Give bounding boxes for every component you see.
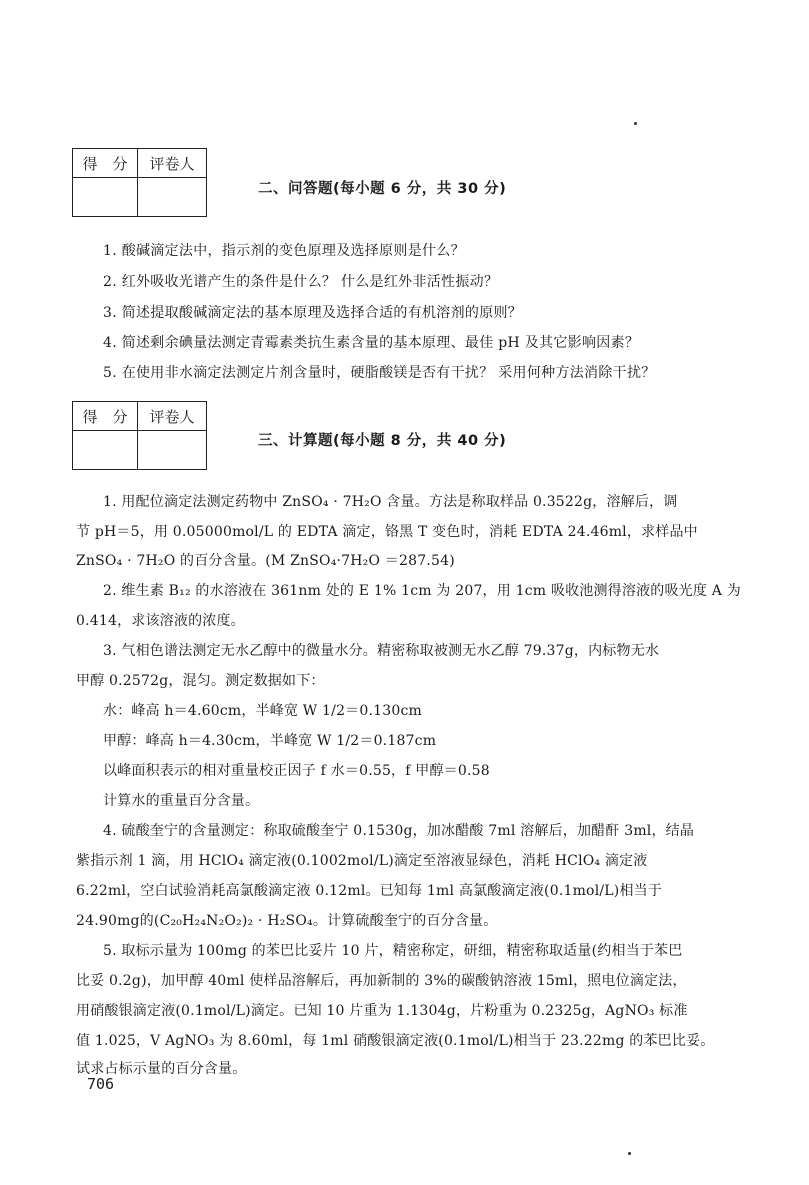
calc-q3-line: 水：峰高 h＝4.60cm，半峰宽 W 1/2＝0.130cm [103,703,422,719]
grader-cell [138,431,207,470]
calc-q1-line: 节 pH＝5，用 0.05000mol/L 的 EDTA 滴定，铬黑 T 变色时，消耗 EDTA 24.46ml，求样品中 [76,524,698,540]
calc-q4-line: 6.22ml，空白试验消耗高氯酸滴定液 0.12ml。已知每 1ml 高氯酸滴定液(0.1mol/L)相当于 [76,883,663,899]
section2-question: 5. 在使用非水滴定法测定片剂含量时，硬脂酸镁是否有干扰？ 采用何种方法消除干扰？ [103,365,656,381]
calc-q5-line: 5. 取标示量为 100mg 的苯巴比妥片 10 片，精密称定，研细，精密称取适量(约相当于苯巴 [103,943,683,959]
calc-q4-line: 24.90mg的(C₂₀H₂₄N₂O₂)₂ · H₂SO₄。计算硫酸奎宁的百分含量。 [76,913,498,929]
calc-q4-line: 紫指示剂 1 滴，用 HClO₄ 滴定液(0.1002mol/L)滴定至溶液显绿色，消耗 HClO₄ 滴定液 [76,853,648,869]
calc-q3-line: 甲醇：峰高 h＝4.30cm，半峰宽 W 1/2＝0.187cm [103,733,437,749]
calc-q3-line: 3. 气相色谱法测定无水乙醇中的微量水分。精密称取被测无水乙醇 79.37g，内标物无水 [103,643,660,659]
calc-q4-line: 4. 硫酸奎宁的含量测定：称取硫酸奎宁 0.1530g，加冰醋酸 7ml 溶解后，加醋酐 3ml，结晶 [103,823,695,839]
calc-q2-line: 0.414，求该溶液的浓度。 [76,613,245,629]
section2-question: 4. 简述剩余碘量法测定青霉素类抗生素含量的基本原理、最佳 pH 及其它影响因素？ [103,335,640,351]
calc-q1-line: 1. 用配位滴定法测定药物中 ZnSO₄ · 7H₂O 含量。方法是称取样品 0.3522g，溶解后，调 [103,494,678,510]
calc-q1-line: ZnSO₄ · 7H₂O 的百分含量。(M ZnSO₄·7H₂O ＝287.54) [76,553,455,569]
section2-question: 2. 红外吸收光谱产生的条件是什么？ 什么是红外非活性振动？ [103,274,499,290]
grader-cell [138,178,207,217]
score-cell [73,178,138,217]
score-cell [73,431,138,470]
grader-header: 评卷人 [138,149,207,178]
calc-q2-line: 2. 维生素 B₁₂ 的水溶液在 361nm 处的 E 1% 1cm 为 207，用 1cm 吸收池测得溶液的吸光度 A 为 [103,583,741,599]
scan-speck [634,122,637,125]
score-header: 得 分 [73,402,138,431]
section3-heading: 三、计算题(每小题 8 分，共 40 分) [258,433,507,449]
calc-q3-line: 甲醇 0.2572g，混匀。测定数据如下： [76,673,325,689]
section2-question: 3. 简述提取酸碱滴定法的基本原理及选择合适的有机溶剂的原则？ [103,305,523,321]
score-table-section3 [72,401,207,470]
calc-q3-line: 以峰面积表示的相对重量校正因子 f 水＝0.55，f 甲醇＝0.58 [103,763,490,779]
page-number: 706 [87,1075,115,1093]
calc-q5-line: 比妥 0.2g)，加甲醇 40ml 使样品溶解后，再加新制的 3%的碳酸钠溶液 15ml，照电位滴定法， [76,973,687,989]
calc-q5-line: 试求占标示量的百分含量。 [76,1061,247,1077]
calc-q3-line: 计算水的重量百分含量。 [103,793,260,809]
scan-speck [628,1152,631,1155]
section2-question: 1. 酸碱滴定法中，指示剂的变色原理及选择原则是什么？ [103,243,465,259]
score-header: 得 分 [73,149,138,178]
calc-q5-line: 值 1.025，V AgNO₃ 为 8.60ml，每 1ml 硝酸银滴定液(0.1mol/L)相当于 23.22mg 的苯巴比妥。 [76,1033,715,1049]
calc-q5-line: 用硝酸银滴定液(0.1mol/L)滴定。已知 10 片重为 1.1304g，片粉重为 0.2325g，AgNO₃ 标准 [76,1003,688,1019]
section2-heading: 二、问答题(每小题 6 分，共 30 分) [258,181,507,197]
score-table-section2 [72,148,207,217]
grader-header: 评卷人 [138,402,207,431]
